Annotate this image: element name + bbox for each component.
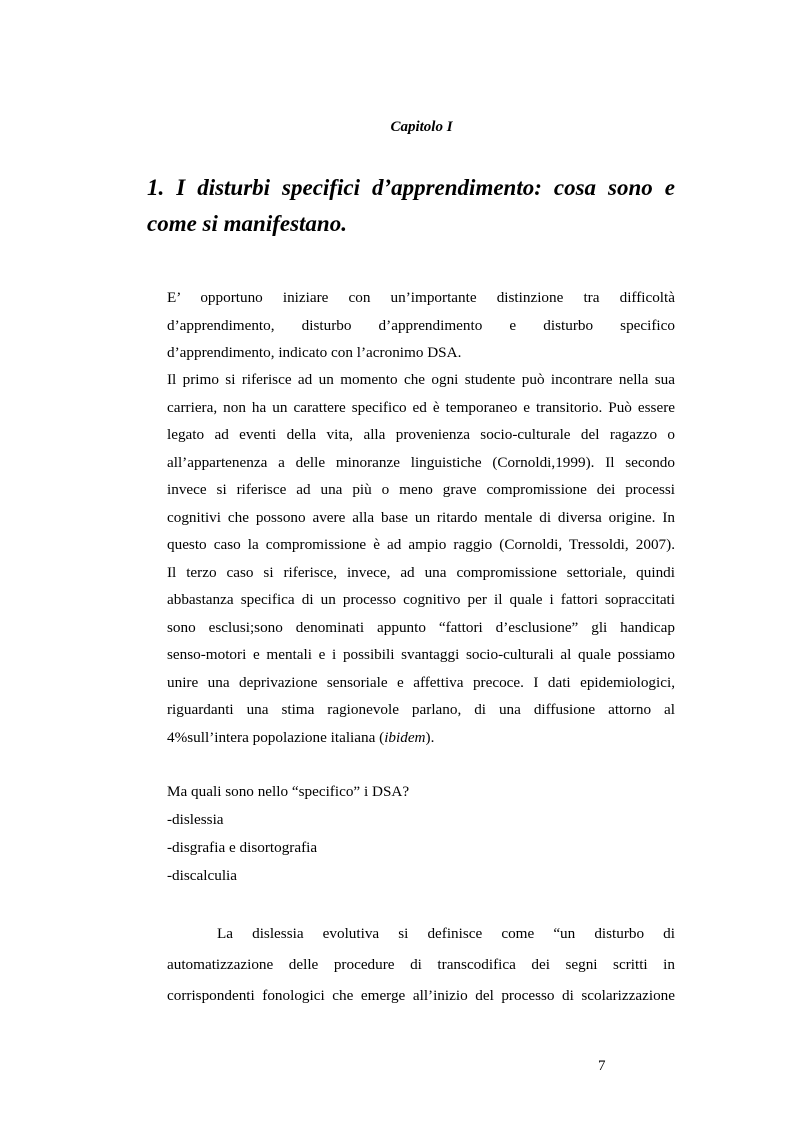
- paragraph-line: Il terzo caso si riferisce, invece, ad una compromissione settoriale, quindi: [167, 563, 675, 581]
- paragraph-line: all’appartenenza a delle minoranze linguistiche (Cornoldi,1999). Il secondo: [167, 453, 675, 471]
- paragraph-line: senso-motori e mentali e i possibili svantaggi socio-culturali al quale possiamo: [167, 646, 675, 663]
- paragraph-line: questo caso la compromissione è ad ampio raggio (Cornoldi, Tressoldi, 2007).: [167, 536, 675, 553]
- paragraph-line: unire una deprivazione sensoriale e affettiva precoce. I dati epidemiologici,: [167, 673, 675, 691]
- intro-line: E’ opportuno iniziare con un’importante distinzione tra difficoltà: [167, 289, 675, 306]
- paragraph-last-suffix: ).: [425, 728, 435, 746]
- paragraph-line: sono esclusi;sono denominati appunto “fattori d’esclusione” gli handicap: [167, 618, 675, 636]
- dislessia-line: La dislessia evolutiva si definisce come “un disturbo di: [217, 925, 675, 942]
- dsa-question: Ma quali sono nello “specifico” i DSA?: [167, 783, 410, 800]
- body-paragraph: [167, 366, 675, 751]
- list-item: -dislessia: [167, 811, 224, 828]
- paragraph-last-prefix: 4%sull’intera popolazione italiana (: [167, 728, 385, 746]
- intro-line: d’apprendimento, disturbo d’apprendimento e disturbo specifico: [167, 316, 675, 334]
- paragraph-line: cognitivi che possono avere alla base un ritardo mentale di diversa origine. In: [167, 508, 675, 526]
- paragraph-line: abbastanza specifica di un processo cognitivo per il quale i fattori sopraccitati: [167, 591, 675, 608]
- paragraph-line: legato ad eventi della vita, alla provenienza socio-culturale del ragazzo o: [167, 426, 675, 443]
- dislessia-line: automatizzazione delle procedure di transcodifica dei segni scritti in: [167, 956, 675, 973]
- citation-ibidem: ibidem: [384, 728, 426, 746]
- dsa-list-block: [167, 778, 675, 890]
- paragraph-line: riguardanti una stima ragionevole parlano, di una diffusione attorno al: [167, 701, 675, 718]
- chapter-label: Capitolo I: [390, 119, 453, 135]
- dislessia-line: corrispondenti fonologici che emerge all’inizio del processo di scolarizzazione: [167, 987, 675, 1004]
- paragraph-line: invece si riferisce ad una più o meno grave compromissione dei processi: [167, 481, 675, 498]
- paragraph-line: Il primo si riferisce ad un momento che ogni studente può incontrare nella sua: [167, 371, 675, 388]
- dislessia-paragraph: [167, 918, 675, 1011]
- paragraph-line: carriera, non ha un carattere specifico ed è temporaneo e transitorio. Può essere: [167, 398, 675, 416]
- list-item: -disgrafia e disortografia: [167, 839, 318, 856]
- intro-line: d’apprendimento, indicato con l’acronimo DSA.: [167, 344, 462, 361]
- paragraph-last-line: [167, 724, 675, 752]
- page-number: 7: [598, 1058, 606, 1074]
- intro-paragraph: [167, 284, 675, 367]
- chapter-title: 1. I disturbi specifici d’apprendimento: cosa sono e come si manifestano.: [147, 175, 675, 236]
- list-item: -discalculia: [167, 867, 237, 884]
